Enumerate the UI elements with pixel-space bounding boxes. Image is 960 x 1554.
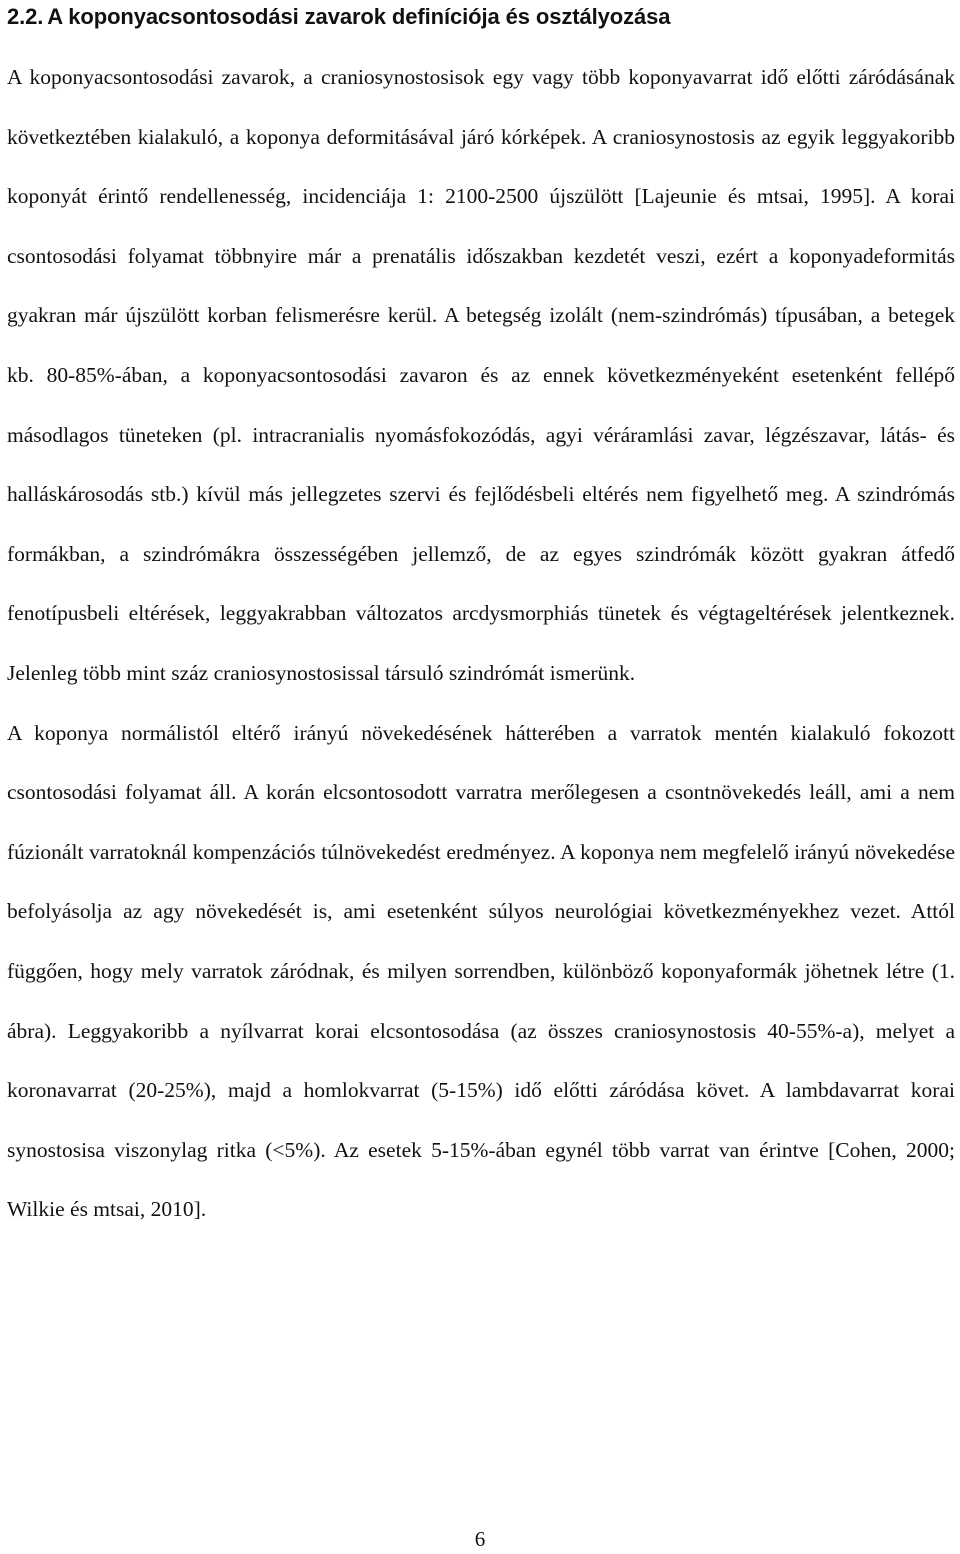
page-number: 6 [474,1527,486,1551]
document-page [7,0,955,1240]
paragraph-definition: A koponyacsontosodási zavarok, a craniosynostosisok egy vagy több koponyavarrat idő előtti záródásának következtében kialakuló, a koponya deformitásával járó kórképek. A craniosynostosis az egyik leggyakoribb koponyát érintő rendellenesség, incidenciája 1: 2100-2500 újszülött [Lajeunie és mtsai, 1995]. A korai csontosodási folyamat többnyire már a prenatális időszakban kezdetét veszi, ezért a koponyadeformitás gyakran már újszülött korban felismerésre kerül. A betegség izolált (nem-szindrómás) típusában, a betegek kb. 80-85%-ában, a koponyacsontosodási zavaron és az ennek következményeként esetenként fellépő másodlagos tüneteken (pl. intracranialis nyomásfokozódás, agyi véráramlási zavar, légzészavar, látás- és halláskárosodás stb.) kívül más jellegzetes szervi és fejlődésbeli eltérés nem figyelhető meg. A szindrómás formákban, a szindrómákra összességében jellemző, de az egyes szindrómák között gyakran átfedő fenotípusbeli eltérések, leggyakrabban változatos arcdysmorphiás tünetek és végtageltérések jelentkeznek. Jelenleg több mint száz craniosynostosissal társuló szindrómát ismerünk. [7,65,955,685]
section-number: 2.2. [7,4,44,29]
paragraph-classification: A koponya normálistól eltérő irányú növekedésének hátterében a varratok mentén kialakuló fokozott csontosodási folyamat áll. A korán elcsontosodott varratra merőlegesen a csontnövekedés leáll, ami a nem fúzionált varratoknál kompenzációs túlnövekedést eredményez. A koponya nem megfelelő irányú növekedése befolyásolja az agy növekedését is, ami esetenként súlyos neurológiai következményekhez vezet. Attól függően, hogy mely varratok záródnak, és milyen sorrendben, különböző koponyaformák jöhetnek létre (1. ábra). Leggyakoribb a nyílvarrat korai elcsontosodása (az összes craniosynostosis 40-55%-a), melyet a koronavarrat (20-25%), majd a homlokvarrat (5-15%) idő előtti záródása követ. A lambdavarrat korai synostosisa viszonylag ritka (<5%). Az esetek 5-15%-ában egynél több varrat van érintve [Cohen, 2000; Wilkie és mtsai, 2010]. [7,720,955,1222]
section-title: A koponyacsontosodási zavarok definíciója és osztályozása [47,4,671,29]
section-heading [7,0,955,32]
